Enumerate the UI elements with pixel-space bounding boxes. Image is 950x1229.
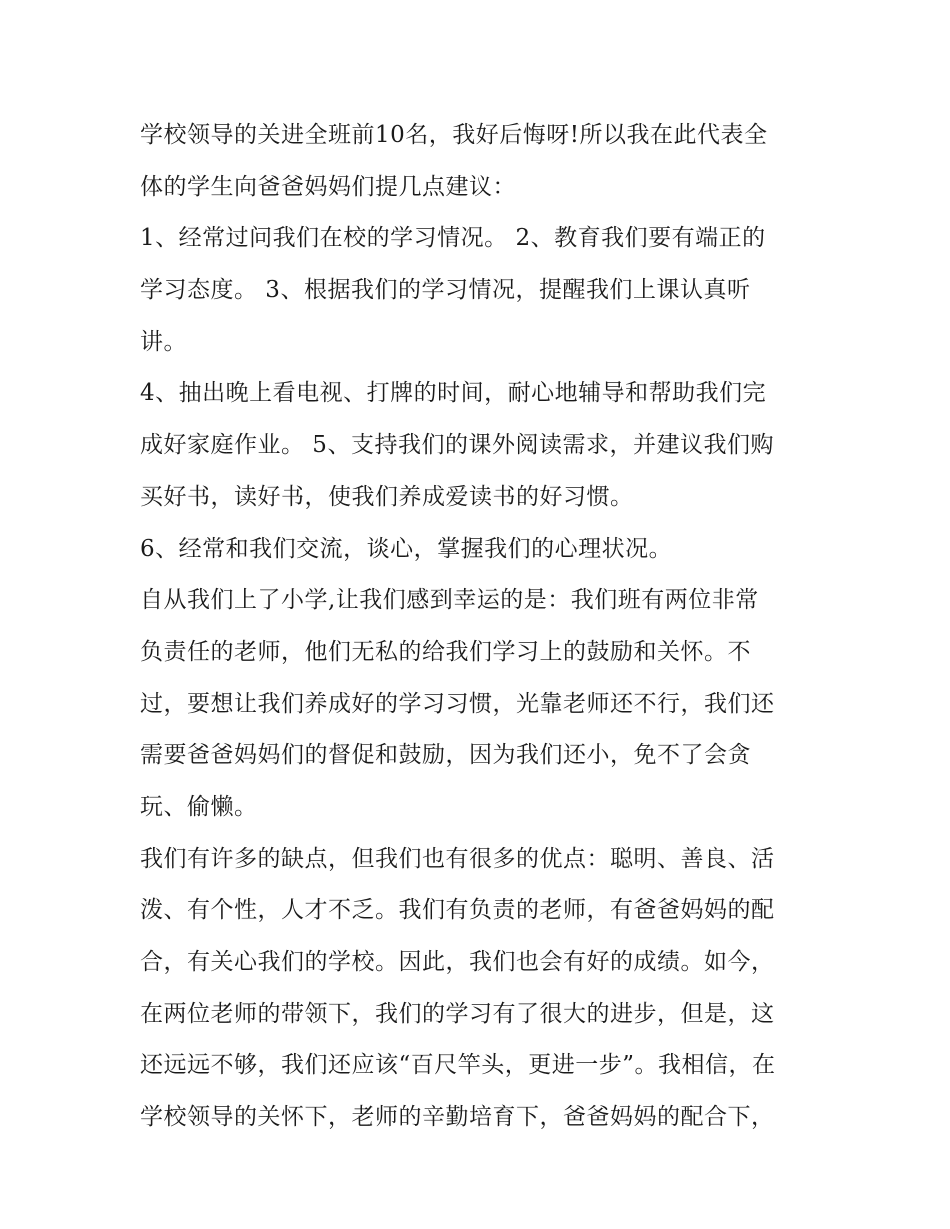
text-line: 学校领导的关进全班前10名，我好后悔呀!所以我在此代表全 — [140, 122, 768, 148]
text-line: 讲。 — [140, 328, 187, 355]
text-line: 负责任的老师，他们无私的给我们学习上的鼓励和关怀。不 — [140, 638, 751, 665]
text-line: 4、抽出晚上看电视、打牌的时间，耐心地辅导和帮助我们完 — [140, 380, 767, 407]
text-line: 在两位老师的带领下，我们的学习有了很大的进步，但是，这 — [140, 1000, 775, 1027]
text-line: 学校领导的关怀下，老师的辛勤培育下，爸爸妈妈的配合下， — [140, 1104, 775, 1131]
text-line: 成好家庭作业。 5、支持我们的课外阅读需求，并建议我们购 — [140, 432, 774, 459]
text-line: 买好书，读好书，使我们养成爱读书的好习惯。 — [140, 483, 634, 510]
text-line: 1、经常过问我们在校的学习情况。 2、教育我们要有端正的 — [140, 225, 766, 252]
text-line: 需要爸爸妈妈们的督促和鼓励，因为我们还小，免不了会贪 — [140, 742, 751, 769]
text-line: 过，要想让我们养成好的学习习惯，光靠老师还不行，我们还 — [140, 690, 775, 717]
text-line: 玩、偷懒。 — [140, 793, 258, 820]
text-line: 学习态度。 3、根据我们的学习情况，提醒我们上课认真听 — [140, 277, 751, 304]
document-body — [140, 110, 820, 1144]
text-line: 6、经常和我们交流，谈心，掌握我们的心理状况。 — [140, 535, 673, 562]
text-line: 自从我们上了小学,让我们感到幸运的是：我们班有两位非常 — [140, 587, 759, 614]
text-line: 体的学生向爸爸妈妈们提几点建议： — [140, 173, 516, 200]
text-line: 还远远不够，我们还应该“百尺竿头，更进一步”。我相信，在 — [140, 1052, 776, 1079]
text-line: 我们有许多的缺点，但我们也有很多的优点：聪明、善良、活 — [140, 845, 775, 872]
text-line: 泼、有个性，人才不乏。我们有负责的老师，有爸爸妈妈的配 — [140, 897, 775, 924]
text-line: 合，有关心我们的学校。因此，我们也会有好的成绩。如今， — [140, 949, 775, 975]
